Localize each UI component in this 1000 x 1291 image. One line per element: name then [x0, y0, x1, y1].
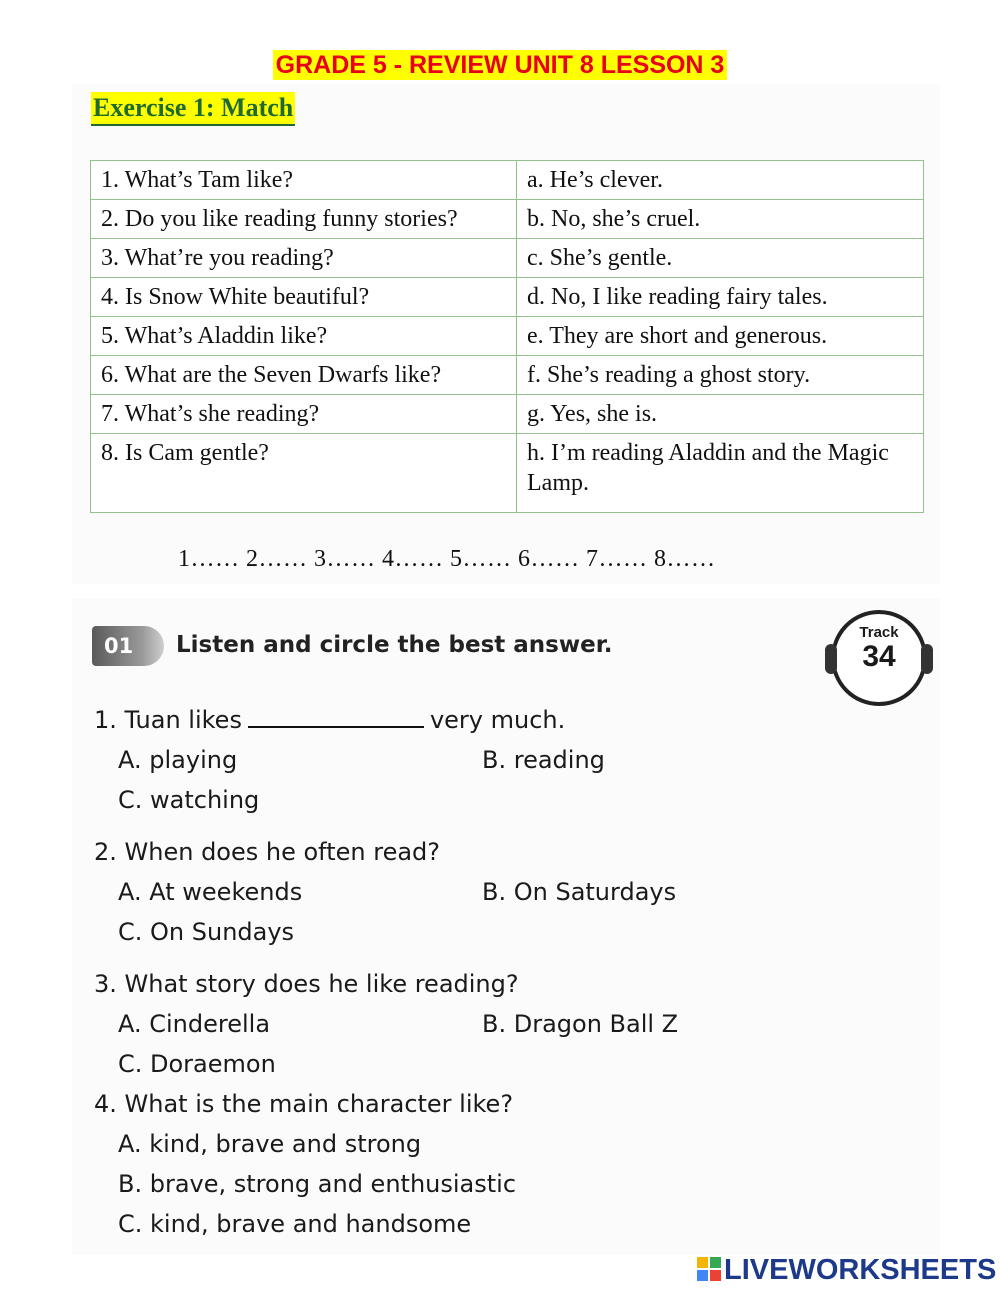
option-2a[interactable]: A. At weekends — [118, 878, 303, 906]
track-number: 34 — [862, 640, 896, 673]
table-row — [91, 239, 924, 278]
answer-cell: e. They are short and generous. — [517, 317, 924, 356]
question-cell: 4. Is Snow White beautiful? — [91, 278, 517, 317]
question-cell: 7. What’s she reading? — [91, 395, 517, 434]
answer-cell: g. Yes, she is. — [517, 395, 924, 434]
question-1-after: very much. — [429, 706, 566, 734]
answer-cell: a. He’s clever. — [517, 161, 924, 200]
answer-cell: c. She’s gentle. — [517, 239, 924, 278]
answer-cell: d. No, I like reading fairy tales. — [517, 278, 924, 317]
question-cell: 3. What’re you reading? — [91, 239, 517, 278]
question-cell: 5. What’s Aladdin like? — [91, 317, 517, 356]
exercise1-heading: Exercise 1: Match — [91, 92, 295, 126]
exercise2-instruction: Listen and circle the best answer. — [176, 632, 613, 658]
fill-in-blank[interactable] — [248, 706, 424, 728]
table-row — [91, 434, 924, 513]
answer-cell: h. I’m reading Aladdin and the Magic Lamp. — [517, 434, 924, 513]
exercise2-scan — [72, 598, 940, 1255]
worksheet-title: GRADE 5 - REVIEW UNIT 8 LESSON 3 — [273, 50, 728, 80]
question-cell: 6. What are the Seven Dwarfs like? — [91, 356, 517, 395]
option-2b[interactable]: B. On Saturdays — [482, 878, 677, 906]
match-table — [90, 160, 924, 513]
liveworksheets-logo-icon — [697, 1257, 721, 1281]
answer-cell: f. She’s reading a ghost story. — [517, 356, 924, 395]
logo-text: LIVEWORKSHEETS — [724, 1254, 997, 1286]
exercise-number-badge: 01 — [92, 626, 164, 666]
option-3b[interactable]: B. Dragon Ball Z — [482, 1010, 679, 1038]
question-cell: 1. What’s Tam like? — [91, 161, 517, 200]
option-4b[interactable]: B. brave, strong and enthusiastic — [118, 1170, 517, 1198]
table-row — [91, 278, 924, 317]
question-1-before: 1. Tuan likes — [94, 706, 242, 734]
table-row — [91, 200, 924, 239]
track-label: Track — [859, 624, 899, 641]
option-3a[interactable]: A. Cinderella — [118, 1010, 271, 1038]
option-1a[interactable]: A. playing — [118, 746, 238, 774]
option-4c[interactable]: C. kind, brave and handsome — [118, 1210, 472, 1238]
question-2: 2. When does he often read? — [94, 838, 441, 866]
option-4a[interactable]: A. kind, brave and strong — [118, 1130, 422, 1158]
table-row — [91, 161, 924, 200]
title-wrap — [0, 50, 1000, 80]
option-1c[interactable]: C. watching — [118, 786, 260, 814]
liveworksheets-logo[interactable] — [697, 1255, 996, 1285]
question-1 — [94, 706, 565, 734]
option-1b[interactable]: B. reading — [482, 746, 605, 774]
answer-blanks[interactable]: 1…… 2…… 3…… 4…… 5…… 6…… 7…… 8…… — [178, 546, 716, 572]
question-cell: 2. Do you like reading funny stories? — [91, 200, 517, 239]
option-3c[interactable]: C. Doraemon — [118, 1050, 276, 1078]
question-3: 3. What story does he like reading? — [94, 970, 519, 998]
question-4: 4. What is the main character like? — [94, 1090, 514, 1118]
question-cell: 8. Is Cam gentle? — [91, 434, 517, 513]
table-row — [91, 395, 924, 434]
table-row — [91, 356, 924, 395]
answer-cell: b. No, she’s cruel. — [517, 200, 924, 239]
headphones-track-icon — [831, 610, 927, 706]
option-2c[interactable]: C. On Sundays — [118, 918, 295, 946]
table-row — [91, 317, 924, 356]
